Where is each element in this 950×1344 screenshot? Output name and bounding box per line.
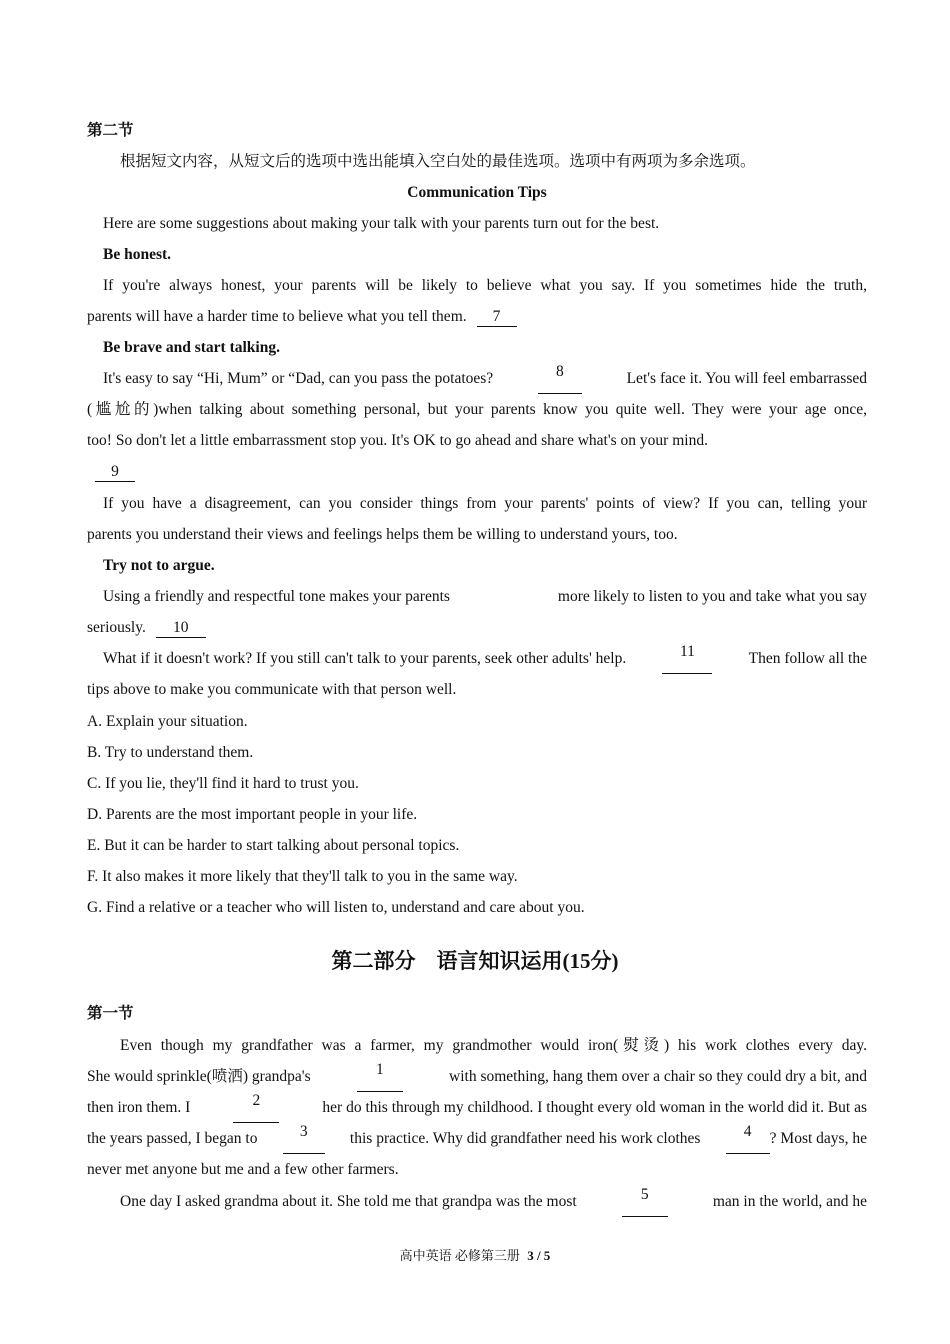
option-f: F. It also makes it more likely that they'll talk to you in the same way. bbox=[87, 868, 518, 885]
option-e: E. But it can be harder to start talking about personal topics. bbox=[87, 837, 460, 854]
text-span: ? Most days, he bbox=[769, 1130, 867, 1147]
paragraph-line bbox=[87, 581, 867, 612]
heading-try-not-to-argue: Try not to argue. bbox=[103, 557, 215, 574]
paragraph-line bbox=[87, 643, 867, 674]
text-span: the years passed, I began to bbox=[87, 1130, 258, 1147]
heading-be-brave: Be brave and start talking. bbox=[103, 339, 280, 356]
paragraph-line: If you're always honest, your parents will be likely to believe what you say. If you sometimes hide the truth, bbox=[103, 277, 867, 294]
blank-5: 5 bbox=[622, 1186, 668, 1217]
paragraph-line bbox=[87, 1092, 867, 1123]
section-heading: 第一节 bbox=[87, 1005, 134, 1022]
paragraph-line bbox=[87, 456, 875, 487]
paragraph-line: too! So don't let a little embarrassment stop you. It's OK to go ahead and share what's on your mind. bbox=[87, 432, 708, 449]
paragraph-line bbox=[87, 1186, 867, 1217]
text-span: this practice. Why did grandfather need his work clothes bbox=[349, 1130, 701, 1147]
paragraph-line bbox=[87, 1123, 867, 1154]
paragraph-line bbox=[87, 1061, 867, 1092]
option-g: G. Find a relative or a teacher who will listen to, understand and care about you. bbox=[87, 899, 585, 916]
text-span: seriously. bbox=[87, 619, 146, 636]
text-span: One day I asked grandma about it. She told me that grandpa was the most bbox=[120, 1193, 577, 1210]
text-span: It's easy to say “Hi, Mum” or “Dad, can you pass the potatoes? bbox=[103, 370, 494, 387]
text-span: Then follow all the bbox=[748, 650, 867, 667]
text-span: her do this through my childhood. I thought every old woman in the world did it. But as bbox=[322, 1099, 867, 1116]
text-span: Let's face it. You will feel embarrassed bbox=[626, 370, 867, 387]
text-span: What if it doesn't work? If you still can't talk to your parents, seek other adults' help. bbox=[103, 650, 627, 667]
paragraph-line bbox=[87, 301, 867, 332]
text-span: more likely to listen to you and take what you say bbox=[557, 588, 867, 605]
paragraph-line bbox=[87, 612, 867, 643]
text-span: Using a friendly and respectful tone makes your parents bbox=[103, 588, 450, 605]
footer-text: 高中英语 必修第三册 bbox=[399, 1248, 520, 1263]
blank-9: 9 bbox=[95, 463, 135, 482]
blank-10: 10 bbox=[156, 619, 206, 638]
blank-4: 4 bbox=[726, 1123, 770, 1154]
paragraph-line: parents you understand their views and feelings helps them be willing to understand yours, too. bbox=[87, 526, 678, 543]
blank-3: 3 bbox=[283, 1123, 325, 1154]
text-span: She would sprinkle(喷洒) grandpa's bbox=[87, 1068, 311, 1085]
section-heading: 第二节 bbox=[87, 122, 134, 139]
blank-11: 11 bbox=[662, 643, 712, 674]
text-span: with something, hang them over a chair so they could dry a bit, and bbox=[449, 1068, 867, 1085]
option-c: C. If you lie, they'll find it hard to trust you. bbox=[87, 775, 359, 792]
text-span: man in the world, and he bbox=[712, 1193, 867, 1210]
paragraph-line bbox=[87, 363, 867, 394]
paragraph-line: tips above to make you communicate with that person well. bbox=[87, 681, 457, 698]
blank-2: 2 bbox=[233, 1092, 279, 1123]
part-title: 第二部分 语言知识运用(15分) bbox=[331, 949, 619, 973]
option-a: A. Explain your situation. bbox=[87, 713, 248, 730]
paragraph-line: If you have a disagreement, can you consider things from your parents' points of view? If you can, telling your bbox=[103, 495, 867, 512]
text-span: parents will have a harder time to believe what you tell them. bbox=[87, 308, 467, 325]
page-number: 3 / 5 bbox=[527, 1248, 551, 1263]
intro-paragraph: Here are some suggestions about making your talk with your parents turn out for the best. bbox=[103, 215, 660, 232]
page-footer bbox=[0, 1246, 950, 1266]
blank-7: 7 bbox=[477, 308, 517, 327]
blank-1: 1 bbox=[357, 1061, 403, 1092]
text-span-group bbox=[726, 1123, 867, 1154]
instructions: 根据短文内容，从短文后的选项中选出能填入空白处的最佳选项。选项中有两项为多余选项。 bbox=[120, 153, 756, 170]
paragraph-line: (尴尬的)when talking about something personal, but your parents know you quite well. They were your age once, bbox=[87, 401, 867, 418]
passage-title: Communication Tips bbox=[407, 184, 547, 201]
paragraph-line: Even though my grandfather was a farmer, my grandmother would iron(熨烫) his work clothes every day. bbox=[120, 1037, 867, 1054]
heading-be-honest: Be honest. bbox=[103, 246, 172, 263]
blank-8: 8 bbox=[538, 363, 582, 394]
text-span: then iron them. I bbox=[87, 1099, 191, 1116]
option-b: B. Try to understand them. bbox=[87, 744, 254, 761]
paragraph-line: never met anyone but me and a few other farmers. bbox=[87, 1161, 399, 1178]
option-d: D. Parents are the most important people in your life. bbox=[87, 806, 418, 823]
